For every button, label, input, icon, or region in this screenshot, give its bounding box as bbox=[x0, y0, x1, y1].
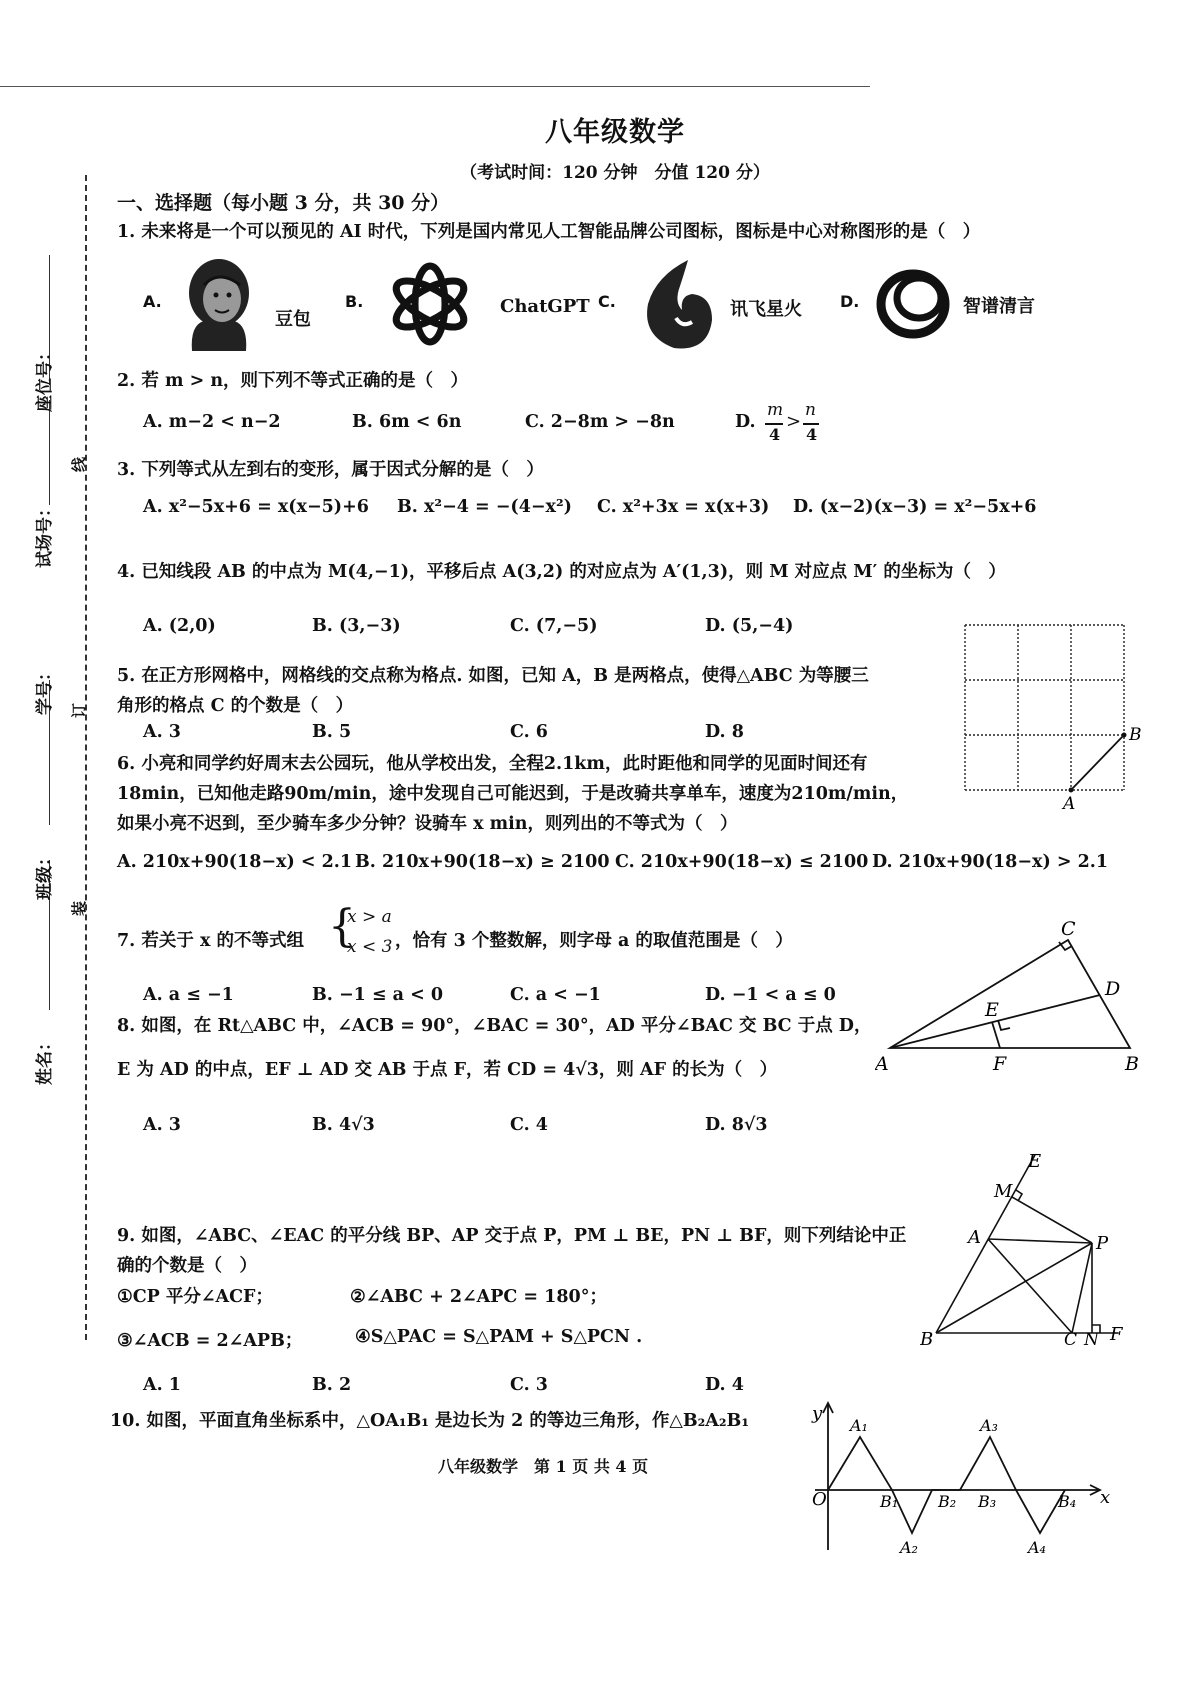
grid-lines bbox=[965, 625, 1125, 790]
q6-option-a: A. 210x+90(18−x) < 2.1 bbox=[117, 852, 353, 872]
q1-option-a-label: A. bbox=[143, 292, 162, 311]
label-b: B bbox=[1125, 1053, 1139, 1075]
q4-stem: 4. 已知线段 AB 的中点为 M(4,−1)，平移后点 A(3,2) 的对应点为 A′(1,3)，则 M 对应点 M′ 的坐标为（ ） bbox=[117, 562, 1006, 582]
frac-num-1: m bbox=[767, 400, 784, 420]
q9-line1: 9. 如图，∠ABC、∠EAC 的平分线 BP、AP 交于点 P，PM ⊥ BE，PN ⊥ BF，则下列结论中正 bbox=[117, 1226, 907, 1246]
label-f: F bbox=[1110, 1324, 1123, 1345]
q6-option-b: B. 210x+90(18−x) ≥ 2100 bbox=[355, 852, 610, 872]
q6-option-d: D. 210x+90(18−x) > 2.1 bbox=[872, 852, 1109, 872]
q3-option-a: A. x²−5x+6 = x(x−5)+6 bbox=[143, 497, 369, 517]
q1-brand-c: 讯飞星火 bbox=[730, 299, 802, 320]
label-a: A bbox=[875, 1053, 889, 1075]
q4-option-a: A. (2,0) bbox=[143, 616, 216, 636]
seat-number-label: 座位号： bbox=[35, 344, 55, 412]
segment-ef bbox=[992, 1022, 1000, 1048]
ray-be bbox=[936, 1155, 1035, 1333]
q9-option-b: B. 2 bbox=[312, 1375, 352, 1395]
q3-stem: 3. 下列等式从左到右的变形，属于因式分解的是（ ） bbox=[117, 460, 544, 480]
point-a bbox=[1069, 788, 1074, 793]
q5-option-b: B. 5 bbox=[312, 722, 352, 742]
q1-brand-b: ChatGPT bbox=[500, 296, 590, 317]
line-mark: 线 bbox=[70, 456, 88, 472]
q10-coordinate-figure bbox=[800, 1395, 1120, 1560]
q1-brand-a: 豆包 bbox=[275, 309, 311, 330]
zhipu-logo-icon bbox=[875, 262, 951, 342]
page-subtitle: （考试时间：120 分钟 分值 120 分） bbox=[460, 163, 770, 183]
frac-gt: > bbox=[786, 411, 802, 432]
q9-conclusion-1: ①CP 平分∠ACF； bbox=[117, 1287, 273, 1307]
triangle-abc bbox=[890, 940, 1130, 1048]
doubao-logo-icon bbox=[182, 255, 256, 353]
cut-mark: 订 bbox=[70, 702, 88, 718]
label-y: y bbox=[812, 1403, 823, 1424]
name-label: 姓名： bbox=[35, 1034, 55, 1085]
q3-option-b: B. x²−4 = −(4−x²) bbox=[397, 497, 572, 517]
segment-ap bbox=[988, 1239, 1092, 1243]
segment-cp bbox=[1072, 1243, 1092, 1333]
label-c: C bbox=[1064, 1330, 1078, 1345]
q8-option-b: B. 4√3 bbox=[312, 1115, 375, 1135]
q7-system-line2: x < 3 bbox=[347, 937, 393, 957]
q2-option-a: A. m−2 < n−2 bbox=[143, 412, 281, 432]
q2-option-c: C. 2−8m > −8n bbox=[525, 412, 675, 432]
chatgpt-logo-icon bbox=[383, 257, 477, 351]
label-b3: B₃ bbox=[978, 1492, 997, 1511]
label-e: E bbox=[1028, 1151, 1042, 1172]
q6-line3: 如果小亮不迟到，至少骑车多少分钟？设骑车 x min，则列出的不等式为（ ） bbox=[117, 814, 738, 834]
q9-conclusion-2: ②∠ABC + 2∠APC = 180°； bbox=[350, 1287, 607, 1307]
q5-option-c: C. 6 bbox=[510, 722, 548, 742]
q7-stem-a: 7. 若关于 x 的不等式组 bbox=[117, 931, 304, 951]
point-b bbox=[1122, 733, 1127, 738]
q1-brand-d: 智谱清言 bbox=[963, 296, 1035, 317]
label-a: A bbox=[968, 1227, 981, 1248]
q9-conclusion-4: ④S△PAC = S△PAM + S△PCN . bbox=[355, 1327, 643, 1347]
q9-option-a: A. 1 bbox=[143, 1375, 181, 1395]
q7-option-b: B. −1 ≤ a < 0 bbox=[312, 985, 444, 1005]
label-a4: A₄ bbox=[1028, 1538, 1046, 1557]
bind-mark: 装 bbox=[70, 900, 88, 916]
label-c: C bbox=[1061, 920, 1076, 940]
q8-triangle-figure bbox=[875, 920, 1150, 1080]
binding-dashed-line bbox=[85, 175, 87, 1340]
label-b: B bbox=[920, 1329, 934, 1345]
label-n: N bbox=[1084, 1330, 1099, 1345]
segment-pm bbox=[1012, 1197, 1092, 1243]
class-label: 班级： bbox=[35, 849, 55, 900]
q2-option-b: B. 6m < 6n bbox=[352, 412, 462, 432]
segment-ac bbox=[988, 1239, 1072, 1333]
q5-stem-line1: 5. 在正方形网格中，网格线的交点称为格点. 如图，已知 A，B 是两格点，使得△ABC 为等腰三 bbox=[117, 666, 869, 686]
q4-option-c: C. (7,−5) bbox=[510, 616, 598, 636]
label-a1: A₁ bbox=[850, 1416, 868, 1435]
label-m: M bbox=[994, 1181, 1013, 1202]
page-title: 八年级数学 bbox=[545, 117, 685, 148]
page-footer: 八年级数学 第 1 页 共 4 页 bbox=[438, 1457, 649, 1476]
q5-option-a: A. 3 bbox=[143, 722, 181, 742]
q5-stem-line2: 角形的格点 C 的个数是（ ） bbox=[117, 696, 354, 716]
frac-num-2: n bbox=[805, 400, 816, 420]
label-a3: A₃ bbox=[980, 1416, 998, 1435]
label-f: F bbox=[993, 1053, 1007, 1075]
exam-room-label: 试场号： bbox=[35, 500, 55, 568]
q10-stem: 10. 如图，平面直角坐标系中，△OA₁B₁ 是边长为 2 的等边三角形，作△B₂A₂B₁ bbox=[110, 1411, 750, 1431]
q8-option-a: A. 3 bbox=[143, 1115, 181, 1135]
q6-line2: 18min，已知他走路90m/min，途中发现自己可能迟到，于是改骑共享单车，速度为210m/min， bbox=[117, 784, 909, 804]
label-d: D bbox=[1105, 978, 1121, 1000]
q6-line1: 6. 小亮和同学约好周末去公园玩，他从学校出发，全程2.1km，此时距他和同学的见面时间还有 bbox=[117, 754, 868, 774]
q9-option-d: D. 4 bbox=[705, 1375, 744, 1395]
label-p: P bbox=[1096, 1233, 1109, 1254]
q8-line2: E 为 AD 的中点，EF ⊥ AD 交 AB 于点 F，若 CD = 4√3，则 AF 的长为（ ） bbox=[117, 1060, 778, 1080]
q9-conclusion-3: ③∠ACB = 2∠APB； bbox=[117, 1331, 303, 1351]
q7-option-d: D. −1 < a ≤ 0 bbox=[705, 985, 836, 1005]
label-b2: B₂ bbox=[938, 1492, 957, 1511]
q1-option-d-label: D. bbox=[840, 292, 860, 311]
section-heading: 一、选择题（每小题 3 分，共 30 分） bbox=[117, 192, 450, 214]
q9-option-c: C. 3 bbox=[510, 1375, 548, 1395]
q9-geometry-figure bbox=[920, 1145, 1130, 1345]
q9-line2: 确的个数是（ ） bbox=[117, 1256, 257, 1276]
frac-den-2: 4 bbox=[806, 425, 818, 444]
q5-option-d: D. 8 bbox=[705, 722, 744, 742]
q4-option-d: D. (5,−4) bbox=[705, 616, 794, 636]
q1-option-b-label: B. bbox=[345, 292, 364, 311]
q7-system-line1: x > a bbox=[347, 907, 392, 927]
label-b: B bbox=[1129, 725, 1142, 745]
q1-option-c-label: C. bbox=[598, 292, 616, 311]
student-id-label: 学号： bbox=[35, 664, 55, 715]
q3-option-c: C. x²+3x = x(x+3) bbox=[597, 497, 770, 517]
q1-stem: 1. 未来将是一个可以预见的 AI 时代，下列是国内常见人工智能品牌公司图标，图标是中心对称图形的是（ ） bbox=[117, 222, 981, 242]
segment-ab bbox=[1071, 735, 1124, 790]
label-b1: B₁ bbox=[880, 1492, 899, 1511]
system-brace: { bbox=[328, 901, 356, 952]
label-b4: B₄ bbox=[1058, 1492, 1077, 1511]
frac-den-1: 4 bbox=[769, 425, 781, 444]
q4-option-b: B. (3,−3) bbox=[312, 616, 401, 636]
q8-option-d: D. 8√3 bbox=[705, 1115, 768, 1135]
q3-option-d: D. (x−2)(x−3) = x²−5x+6 bbox=[793, 497, 1037, 517]
spark-logo-icon bbox=[636, 256, 716, 352]
label-o: O bbox=[812, 1489, 827, 1510]
zigzag-triangles bbox=[828, 1437, 1065, 1533]
room-blank bbox=[49, 400, 50, 505]
q7-option-a: A. a ≤ −1 bbox=[143, 985, 234, 1005]
q7-option-c: C. a < −1 bbox=[510, 985, 601, 1005]
q6-option-c: C. 210x+90(18−x) ≤ 2100 bbox=[615, 852, 869, 872]
top-rule bbox=[0, 86, 870, 87]
q5-grid-figure bbox=[955, 620, 1155, 810]
label-a: A bbox=[1063, 794, 1076, 810]
label-x: x bbox=[1100, 1487, 1111, 1508]
q2-stem: 2. 若 m > n，则下列不等式正确的是（ ） bbox=[117, 371, 469, 391]
q8-option-c: C. 4 bbox=[510, 1115, 548, 1135]
q7-stem-b: ，恰有 3 个整数解，则字母 a 的取值范围是（ ） bbox=[395, 931, 793, 951]
label-e: E bbox=[985, 999, 999, 1021]
q8-line1: 8. 如图，在 Rt△ABC 中，∠ACB = 90°，∠BAC = 30°，AD 平分∠BAC 交 BC 于点 D， bbox=[117, 1016, 872, 1036]
q2-option-d: D. bbox=[735, 412, 756, 432]
right-angle-e bbox=[998, 1020, 1010, 1030]
label-a2: A₂ bbox=[900, 1538, 918, 1557]
segment-bp bbox=[936, 1243, 1092, 1333]
